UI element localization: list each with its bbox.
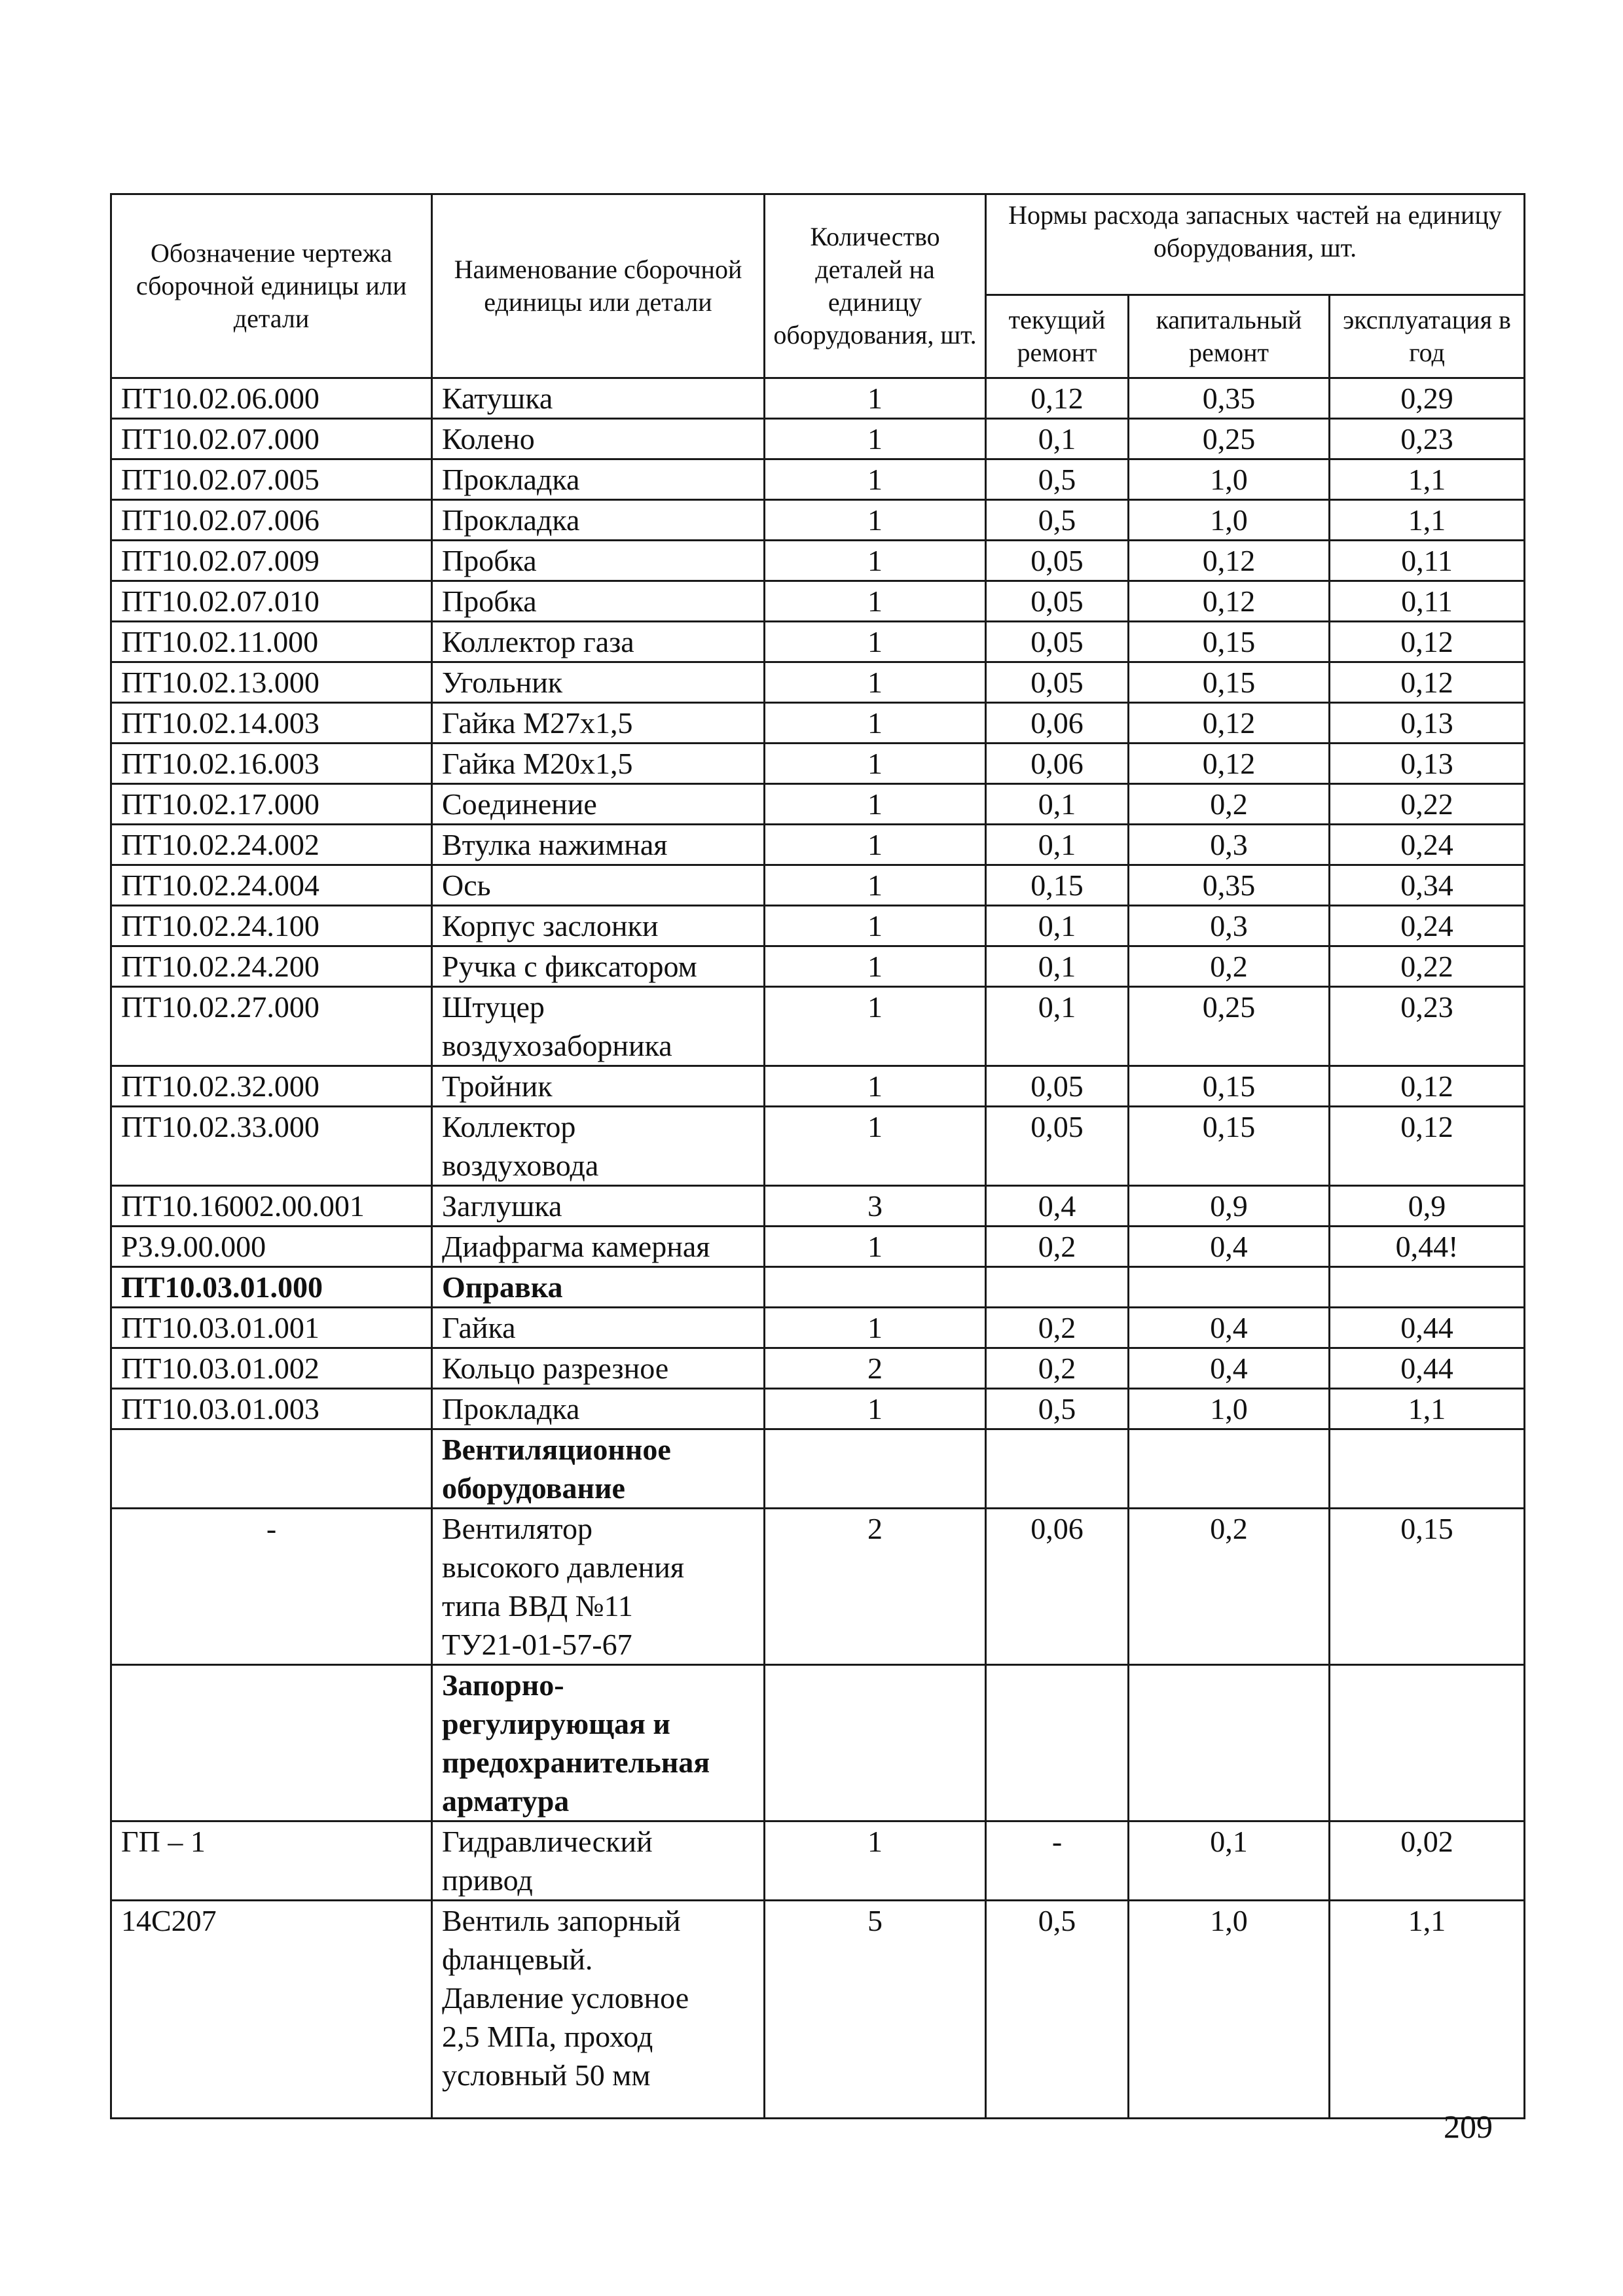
table-row [111, 459, 1525, 500]
cell-quantity [765, 1429, 986, 1509]
cell-capital-repair [1129, 1665, 1330, 1821]
table-row [111, 703, 1525, 744]
table-row [111, 541, 1525, 581]
cell-name: Соединение [432, 784, 765, 825]
cell-current-repair: 0,05 [986, 1066, 1129, 1107]
page-number: 209 [1444, 2108, 1493, 2145]
cell-name: Прокладка [432, 1389, 765, 1429]
cell-quantity: 1 [765, 906, 986, 946]
cell-current-repair: 0,2 [986, 1308, 1129, 1348]
cell-name: Вентиль запорный фланцевый. Давление условное 2,5 МПа, проход условный 50 мм [432, 1901, 765, 2119]
cell-code [111, 1429, 432, 1509]
cell-capital-repair: 0,35 [1129, 378, 1330, 419]
header-designation: Обозначение чертежа сборочной единицы или детали [111, 194, 432, 378]
cell-current-repair: 0,5 [986, 500, 1129, 541]
cell-quantity: 1 [765, 378, 986, 419]
cell-quantity: 1 [765, 744, 986, 784]
cell-capital-repair [1129, 1267, 1330, 1308]
cell-name: Колено [432, 419, 765, 459]
cell-capital-repair: 0,2 [1129, 946, 1330, 987]
table-row [111, 825, 1525, 865]
cell-operation: 0,02 [1330, 1821, 1525, 1901]
cell-current-repair: 0,06 [986, 744, 1129, 784]
cell-code: ПТ10.02.33.000 [111, 1107, 432, 1186]
cell-name: Пробка [432, 541, 765, 581]
cell-name: Штуцер воздухозаборника [432, 987, 765, 1066]
cell-operation: 0,13 [1330, 703, 1525, 744]
cell-operation: 0,12 [1330, 662, 1525, 703]
table-row [111, 1227, 1525, 1267]
cell-operation: 1,1 [1330, 1901, 1525, 2119]
cell-current-repair: 0,05 [986, 1107, 1129, 1186]
spare-parts-table [110, 193, 1525, 2119]
cell-current-repair: 0,06 [986, 1509, 1129, 1665]
header-operation-per-year: эксплуатация в год [1330, 295, 1525, 378]
cell-name: Гайка М27х1,5 [432, 703, 765, 744]
cell-quantity: 1 [765, 1389, 986, 1429]
table-row [111, 784, 1525, 825]
cell-current-repair: 0,05 [986, 622, 1129, 662]
cell-operation: 0,44 [1330, 1348, 1525, 1389]
cell-name: Заглушка [432, 1186, 765, 1227]
cell-current-repair [986, 1429, 1129, 1509]
cell-capital-repair: 0,15 [1129, 1066, 1330, 1107]
cell-quantity: 1 [765, 865, 986, 906]
cell-current-repair: - [986, 1821, 1129, 1901]
cell-code: ПТ10.03.01.002 [111, 1348, 432, 1389]
cell-capital-repair: 0,12 [1129, 703, 1330, 744]
cell-operation: 0,13 [1330, 744, 1525, 784]
table-row [111, 1107, 1525, 1186]
cell-code: ПТ10.02.32.000 [111, 1066, 432, 1107]
cell-operation: 0,24 [1330, 906, 1525, 946]
cell-name: Втулка нажимная [432, 825, 765, 865]
cell-code: ПТ10.02.07.005 [111, 459, 432, 500]
cell-operation: 0,23 [1330, 987, 1525, 1066]
cell-code: ПТ10.02.27.000 [111, 987, 432, 1066]
table-row [111, 500, 1525, 541]
cell-name: Гайка [432, 1308, 765, 1348]
cell-name: Прокладка [432, 500, 765, 541]
cell-name: Вентилятор высокого давления типа ВВД №11 ТУ21-01-57-67 [432, 1509, 765, 1665]
cell-current-repair: 0,15 [986, 865, 1129, 906]
cell-capital-repair: 0,15 [1129, 622, 1330, 662]
header-capital-repair: капитальный ремонт [1129, 295, 1330, 378]
cell-current-repair: 0,4 [986, 1186, 1129, 1227]
cell-operation [1330, 1665, 1525, 1821]
table-header [111, 194, 1525, 378]
cell-quantity: 2 [765, 1509, 986, 1665]
cell-capital-repair: 0,2 [1129, 784, 1330, 825]
cell-name: Коллектор воздуховода [432, 1107, 765, 1186]
cell-quantity: 1 [765, 987, 986, 1066]
cell-operation: 0,44 [1330, 1308, 1525, 1348]
cell-operation: 0,9 [1330, 1186, 1525, 1227]
cell-name: Тройник [432, 1066, 765, 1107]
table-row [111, 946, 1525, 987]
cell-quantity: 1 [765, 1821, 986, 1901]
cell-current-repair: 0,1 [986, 419, 1129, 459]
header-row-1 [111, 194, 1525, 295]
cell-quantity: 1 [765, 784, 986, 825]
cell-capital-repair: 0,3 [1129, 906, 1330, 946]
cell-current-repair: 0,05 [986, 581, 1129, 622]
cell-quantity: 1 [765, 541, 986, 581]
table-row [111, 378, 1525, 419]
cell-name: Оправка [432, 1267, 765, 1308]
cell-capital-repair: 1,0 [1129, 500, 1330, 541]
cell-capital-repair: 0,35 [1129, 865, 1330, 906]
table-section-row [111, 1267, 1525, 1308]
cell-code: ПТ10.03.01.001 [111, 1308, 432, 1348]
cell-capital-repair: 0,12 [1129, 541, 1330, 581]
cell-capital-repair: 1,0 [1129, 1901, 1330, 2119]
cell-capital-repair: 1,0 [1129, 1389, 1330, 1429]
table-row [111, 1066, 1525, 1107]
cell-capital-repair: 0,1 [1129, 1821, 1330, 1901]
table-row [111, 1509, 1525, 1665]
cell-name: Коллектор газа [432, 622, 765, 662]
cell-code: ПТ10.02.14.003 [111, 703, 432, 744]
cell-capital-repair: 0,4 [1129, 1227, 1330, 1267]
table-row [111, 662, 1525, 703]
cell-capital-repair: 1,0 [1129, 459, 1330, 500]
cell-operation: 0,12 [1330, 1107, 1525, 1186]
cell-current-repair: 0,05 [986, 662, 1129, 703]
cell-operation [1330, 1429, 1525, 1509]
cell-quantity: 1 [765, 1066, 986, 1107]
cell-capital-repair: 0,25 [1129, 987, 1330, 1066]
cell-quantity: 1 [765, 1107, 986, 1186]
cell-quantity: 1 [765, 622, 986, 662]
cell-code: ПТ10.02.24.002 [111, 825, 432, 865]
cell-code: ПТ10.02.07.010 [111, 581, 432, 622]
table-row [111, 1901, 1525, 2119]
header-norms: Нормы расхода запасных частей на единицу оборудования, шт. [986, 194, 1525, 295]
cell-current-repair: 0,5 [986, 1389, 1129, 1429]
cell-current-repair: 0,1 [986, 784, 1129, 825]
cell-current-repair: 0,2 [986, 1348, 1129, 1389]
cell-operation: 1,1 [1330, 459, 1525, 500]
cell-quantity: 5 [765, 1901, 986, 2119]
table-row [111, 1389, 1525, 1429]
cell-operation: 0,29 [1330, 378, 1525, 419]
cell-quantity [765, 1665, 986, 1821]
cell-code: ПТ10.02.24.100 [111, 906, 432, 946]
cell-operation: 0,15 [1330, 1509, 1525, 1665]
cell-code: ПТ10.02.24.200 [111, 946, 432, 987]
cell-code: ПТ10.02.07.006 [111, 500, 432, 541]
cell-name: Прокладка [432, 459, 765, 500]
cell-operation: 0,34 [1330, 865, 1525, 906]
cell-quantity: 1 [765, 662, 986, 703]
cell-code: ПТ10.02.07.000 [111, 419, 432, 459]
cell-capital-repair: 0,12 [1129, 744, 1330, 784]
cell-operation: 0,24 [1330, 825, 1525, 865]
table-section-row [111, 1429, 1525, 1509]
cell-code: ПТ10.02.07.009 [111, 541, 432, 581]
cell-code: - [111, 1509, 432, 1665]
cell-quantity: 1 [765, 459, 986, 500]
table-row [111, 581, 1525, 622]
cell-operation: 0,12 [1330, 1066, 1525, 1107]
cell-current-repair: 0,05 [986, 541, 1129, 581]
table-row [111, 1348, 1525, 1389]
cell-name: Корпус заслонки [432, 906, 765, 946]
cell-capital-repair: 0,25 [1129, 419, 1330, 459]
cell-quantity: 1 [765, 946, 986, 987]
table-row [111, 865, 1525, 906]
cell-operation: 0,22 [1330, 946, 1525, 987]
cell-code: ГП – 1 [111, 1821, 432, 1901]
cell-name: Угольник [432, 662, 765, 703]
cell-name: Ось [432, 865, 765, 906]
header-current-repair: текущий ремонт [986, 295, 1129, 378]
cell-capital-repair: 0,4 [1129, 1308, 1330, 1348]
cell-quantity: 1 [765, 825, 986, 865]
table-row [111, 1821, 1525, 1901]
cell-operation: 1,1 [1330, 1389, 1525, 1429]
cell-name: Гайка М20х1,5 [432, 744, 765, 784]
cell-code: ПТ10.02.24.004 [111, 865, 432, 906]
cell-quantity: 1 [765, 1227, 986, 1267]
cell-name: Кольцо разрезное [432, 1348, 765, 1389]
cell-operation: 0,11 [1330, 581, 1525, 622]
cell-quantity: 1 [765, 703, 986, 744]
cell-current-repair: 0,06 [986, 703, 1129, 744]
table-row [111, 1308, 1525, 1348]
cell-current-repair: 0,5 [986, 459, 1129, 500]
table-row [111, 987, 1525, 1066]
header-quantity: Количество деталей на единицу оборудования, шт. [765, 194, 986, 378]
cell-code: ПТ10.03.01.003 [111, 1389, 432, 1429]
cell-operation: 0,12 [1330, 622, 1525, 662]
cell-current-repair: 0,2 [986, 1227, 1129, 1267]
cell-quantity: 1 [765, 1308, 986, 1348]
cell-current-repair: 0,1 [986, 987, 1129, 1066]
header-name: Наименование сборочной единицы или детали [432, 194, 765, 378]
table-row [111, 622, 1525, 662]
table-row [111, 1186, 1525, 1227]
cell-code: ПТ10.02.11.000 [111, 622, 432, 662]
cell-quantity: 1 [765, 419, 986, 459]
cell-current-repair: 0,5 [986, 1901, 1129, 2119]
cell-name: Вентиляционное оборудование [432, 1429, 765, 1509]
cell-code: 14С207 [111, 1901, 432, 2119]
cell-name: Ручка с фиксатором [432, 946, 765, 987]
table-row [111, 906, 1525, 946]
cell-operation: 0,11 [1330, 541, 1525, 581]
cell-name: Катушка [432, 378, 765, 419]
cell-current-repair [986, 1665, 1129, 1821]
table-body [111, 378, 1525, 2119]
cell-operation: 1,1 [1330, 500, 1525, 541]
cell-quantity [765, 1267, 986, 1308]
cell-name: Диафрагма камерная [432, 1227, 765, 1267]
cell-code: ПТ10.02.17.000 [111, 784, 432, 825]
cell-current-repair [986, 1267, 1129, 1308]
cell-operation: 0,23 [1330, 419, 1525, 459]
cell-operation: 0,44! [1330, 1227, 1525, 1267]
cell-operation [1330, 1267, 1525, 1308]
cell-capital-repair: 0,4 [1129, 1348, 1330, 1389]
cell-name: Гидравлический привод [432, 1821, 765, 1901]
table-row [111, 744, 1525, 784]
table-row [111, 419, 1525, 459]
cell-quantity: 1 [765, 581, 986, 622]
cell-capital-repair [1129, 1429, 1330, 1509]
cell-current-repair: 0,1 [986, 825, 1129, 865]
cell-capital-repair: 0,9 [1129, 1186, 1330, 1227]
cell-current-repair: 0,12 [986, 378, 1129, 419]
cell-quantity: 1 [765, 500, 986, 541]
cell-capital-repair: 0,12 [1129, 581, 1330, 622]
cell-capital-repair: 0,15 [1129, 1107, 1330, 1186]
cell-current-repair: 0,1 [986, 906, 1129, 946]
cell-code: ПТ10.03.01.000 [111, 1267, 432, 1308]
cell-code: ПТ10.02.06.000 [111, 378, 432, 419]
cell-capital-repair: 0,15 [1129, 662, 1330, 703]
cell-quantity: 3 [765, 1186, 986, 1227]
cell-capital-repair: 0,2 [1129, 1509, 1330, 1665]
cell-code [111, 1665, 432, 1821]
cell-capital-repair: 0,3 [1129, 825, 1330, 865]
table-section-row [111, 1665, 1525, 1821]
cell-name: Запорно- регулирующая и предохранительная арматура [432, 1665, 765, 1821]
cell-code: ПТ10.02.16.003 [111, 744, 432, 784]
cell-code: ПТ10.02.13.000 [111, 662, 432, 703]
cell-code: ПТ10.16002.00.001 [111, 1186, 432, 1227]
cell-current-repair: 0,1 [986, 946, 1129, 987]
cell-quantity: 2 [765, 1348, 986, 1389]
cell-code: Р3.9.00.000 [111, 1227, 432, 1267]
cell-name: Пробка [432, 581, 765, 622]
cell-operation: 0,22 [1330, 784, 1525, 825]
